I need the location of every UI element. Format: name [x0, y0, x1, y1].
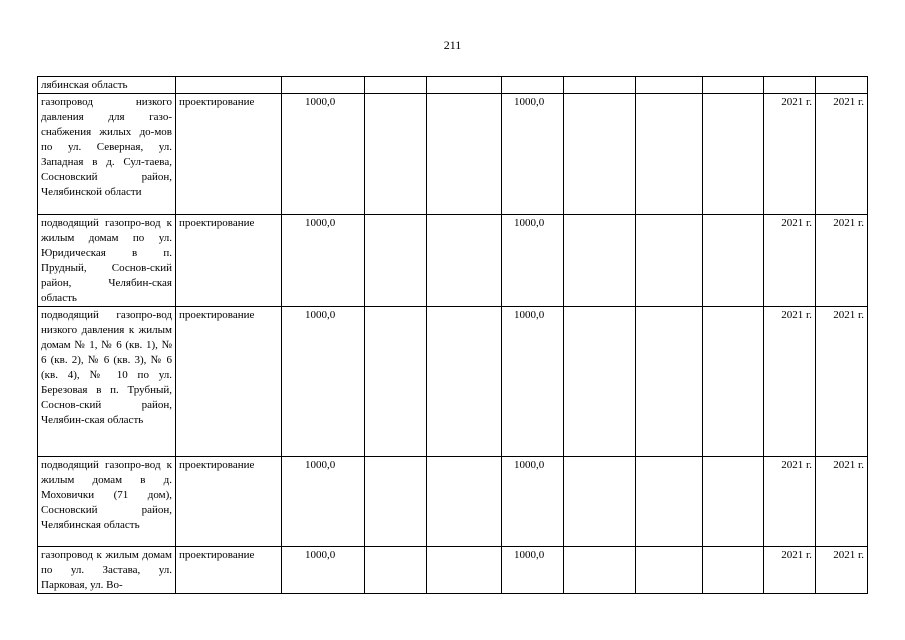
cell-empty	[502, 77, 564, 94]
cell-empty	[365, 307, 427, 457]
cell-empty	[636, 457, 703, 547]
table-row	[38, 307, 868, 457]
cell-total: 1000,0	[282, 307, 365, 457]
page-number: 211	[443, 38, 462, 52]
cell-name: газопровод низкого давления для газо-снабжения жилых до-мов по ул. Северная, ул. Западная в д. Сул-таева, Сосновский район, Челябинской области	[38, 94, 176, 215]
cell-empty	[176, 77, 282, 94]
cell-stage: проектирование	[176, 94, 282, 215]
cell-empty	[564, 94, 636, 215]
cell-empty	[703, 307, 764, 457]
cell-year-end: 2021 г.	[816, 307, 868, 457]
table-row	[38, 547, 868, 594]
cell-stage: проектирование	[176, 547, 282, 594]
cell-value: 1000,0	[502, 547, 564, 594]
data-table	[37, 76, 868, 594]
cell-empty	[636, 215, 703, 307]
cell-empty	[703, 94, 764, 215]
cell-empty	[703, 547, 764, 594]
cell-empty	[816, 77, 868, 94]
table-row-continuation	[38, 77, 868, 94]
cell-value: 1000,0	[502, 307, 564, 457]
cell-name: подводящий газопро-вод к жилым домам по ул. Юридическая в п. Прудный, Соснов-ский район, Челябин-ская область	[38, 215, 176, 307]
cell-empty	[427, 215, 502, 307]
cell-total: 1000,0	[282, 547, 365, 594]
cell-empty	[427, 94, 502, 215]
cell-empty	[636, 77, 703, 94]
cell-empty	[564, 307, 636, 457]
cell-year-start: 2021 г.	[764, 307, 816, 457]
cell-empty	[365, 77, 427, 94]
cell-stage: проектирование	[176, 307, 282, 457]
cell-empty	[703, 215, 764, 307]
cell-empty	[427, 307, 502, 457]
cell-empty	[427, 77, 502, 94]
cell-empty	[427, 457, 502, 547]
cell-year-end: 2021 г.	[816, 215, 868, 307]
cell-stage: проектирование	[176, 215, 282, 307]
cell-name: газопровод к жилым домам по ул. Застава, ул. Парковая, ул. Во-	[38, 547, 176, 594]
cell-empty	[564, 77, 636, 94]
cell-empty	[282, 77, 365, 94]
table-row	[38, 457, 868, 547]
cell-name: подводящий газопро-вод к жилым домам в д. Моховички (71 дом), Сосновский район, Челябинская область	[38, 457, 176, 547]
cell-year-start: 2021 г.	[764, 547, 816, 594]
cell-empty	[703, 457, 764, 547]
cell-value: 1000,0	[502, 457, 564, 547]
cell-empty	[564, 215, 636, 307]
cell-empty	[764, 77, 816, 94]
cell-year-start: 2021 г.	[764, 94, 816, 215]
cell-empty	[636, 94, 703, 215]
cell-total: 1000,0	[282, 457, 365, 547]
cell-empty	[427, 547, 502, 594]
cell-year-start: 2021 г.	[764, 215, 816, 307]
cell-year-end: 2021 г.	[816, 94, 868, 215]
cell-year-end: 2021 г.	[816, 457, 868, 547]
cell-empty	[564, 547, 636, 594]
cell-total: 1000,0	[282, 94, 365, 215]
cell-name: подводящий газопро-вод низкого давления к жилым домам № 1, № 6 (кв. 1), № 6 (кв. 2), № 6 (кв. 3), № 6 (кв. 4), № 10 по ул. Березовая в п. Трубный, Соснов-ский район, Челябин-ская область	[38, 307, 176, 457]
cell-empty	[365, 215, 427, 307]
cell-year-end: 2021 г.	[816, 547, 868, 594]
cell-empty	[365, 94, 427, 215]
cell-empty	[636, 307, 703, 457]
cell-total: 1000,0	[282, 215, 365, 307]
cell-name: лябинская область	[38, 77, 176, 94]
cell-stage: проектирование	[176, 457, 282, 547]
cell-empty	[564, 457, 636, 547]
table-row	[38, 215, 868, 307]
cell-empty	[365, 547, 427, 594]
table-row	[38, 94, 868, 215]
cell-year-start: 2021 г.	[764, 457, 816, 547]
cell-empty	[703, 77, 764, 94]
cell-empty	[365, 457, 427, 547]
cell-empty	[636, 547, 703, 594]
cell-value: 1000,0	[502, 94, 564, 215]
cell-value: 1000,0	[502, 215, 564, 307]
